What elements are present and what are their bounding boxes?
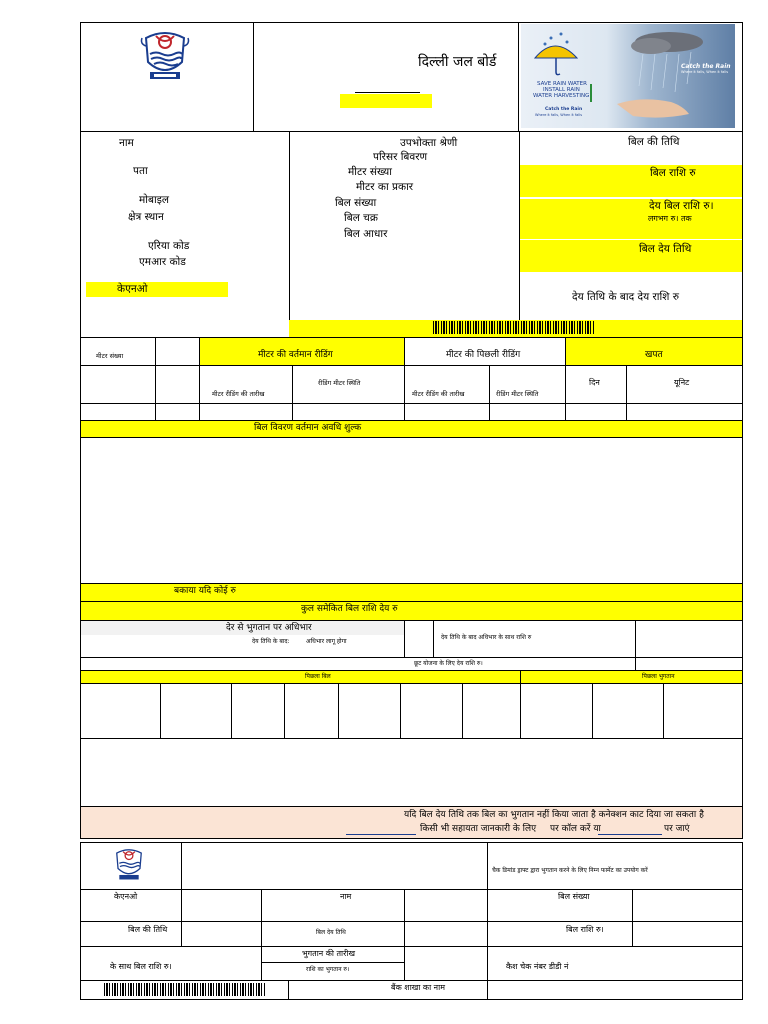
label-meter-type: मीटर का प्रकार <box>356 181 414 193</box>
umbrella-text-3: WATER HARVESTING <box>533 93 590 99</box>
label-meter-number: मीटर संख्या <box>348 166 392 178</box>
label-late-surcharge: देर से भुगतान पर अधिभार <box>226 623 312 633</box>
previous-payments-band <box>521 671 742 683</box>
label-mr-code: एमआर कोड <box>139 256 186 268</box>
label-rebate: छूट योजना के लिए देय राशि रु। <box>414 660 483 667</box>
label-after-due-amount: देय तिथि के बाद देय राशि रु <box>572 291 679 303</box>
umbrella-text-1: SAVE RAIN WATER <box>537 81 587 87</box>
catch-rain-big-sub: Where it falls, When it falls <box>681 70 729 74</box>
stub-label-payment-date: भुगतान की तारीख <box>302 949 356 958</box>
th-units: यूनिट <box>674 378 690 387</box>
stub-label-kno: केएनओ <box>114 892 138 901</box>
kno-highlight <box>86 282 228 297</box>
th-reading-date-current: मीटर रीडिंग की तारीख <box>212 390 265 398</box>
title-underline <box>355 92 420 93</box>
stub-label-bill-date: बिल की तिथि <box>128 925 168 934</box>
stub-label-bank-branch: बैंक शाखा का नाम <box>391 983 445 992</box>
notice-line-2b: पर कॉल करें या <box>550 824 601 834</box>
label-kno: केएनओ <box>117 283 148 295</box>
th-days: दिन <box>589 378 600 387</box>
label-late-sub-a: देय तिथि के बाद: <box>252 638 290 645</box>
umbrella-text-2: INSTALL RAIN <box>543 87 580 93</box>
notice-line-2c: पर जाएं <box>664 824 690 834</box>
label-due-date: बिल देय तिथि <box>639 243 692 255</box>
stub-label-bill-amount: बिल राशि रु। <box>566 925 604 934</box>
th-previous-reading: मीटर की पिछली रीडिंग <box>446 350 521 360</box>
catch-rain-big: Catch the Rain <box>681 63 731 70</box>
stub-label-cheque-info: कैश चेक नंबर डीडी नं <box>506 962 569 971</box>
label-name: नाम <box>119 137 134 149</box>
notice-line-1: यदि बिल देय तिथि तक बिल का भुगतान नहीं किया जाता है कनेक्शन काट दिया जा सकता है <box>404 810 704 820</box>
label-address: पता <box>133 165 148 177</box>
th-reading-date-previous: मीटर रीडिंग की तारीख <box>412 390 465 398</box>
stub-barcode <box>104 983 266 996</box>
label-premises-detail: परिसर बिवरण <box>373 151 428 163</box>
highlight-field <box>340 94 432 108</box>
th-current-reading: मीटर की वर्तमान रीडिंग <box>258 350 333 360</box>
rain-banner <box>521 24 735 128</box>
label-bill-basis: बिल आधार <box>344 228 388 240</box>
djb-logo <box>136 24 194 86</box>
notice-line-2a: किसी भी सहायता जानकारी के लिए <box>420 824 537 834</box>
due-date-box <box>520 240 742 272</box>
th-meter-number: मीटर संख्या <box>96 352 124 360</box>
th-consumption: खपत <box>645 350 663 360</box>
website-blank <box>598 834 662 835</box>
org-title: दिल्ली जल बोर्ड <box>418 54 497 70</box>
stub-label-name: नाम <box>340 892 352 901</box>
total-band <box>81 602 742 620</box>
label-arrears: बकाया यदि कोई रु <box>174 586 236 596</box>
label-bill-cycle: बिल चक्र <box>344 212 378 224</box>
th-reading-status-current: रीडिंग मीटर स्थिति <box>318 379 361 387</box>
label-approx-amount: लगभग रु। तक <box>648 214 692 223</box>
cheque-note: चैक डिमांड ड्राफ्ट द्वारा भुगतान करने के लिए निम्न फार्मेट का उपयोग करें <box>492 867 648 874</box>
label-consumer-category: उपभोक्ता श्रेणी <box>400 137 458 149</box>
label-previous-bills: पिछला बिल <box>305 673 331 680</box>
stub-label-bill-due-date: बिल देय तिथि <box>316 929 346 936</box>
label-area-code: एरिया कोड <box>148 240 190 252</box>
catch-rain-small: Catch the Rain <box>545 107 583 112</box>
label-bill-number: बिल संख्या <box>335 197 377 209</box>
label-bill-date: बिल की तिथि <box>628 136 680 148</box>
label-bill-amount: बिल राशि रु <box>650 167 696 179</box>
stub-label-paid-amount: राशि का भुगतान रु। <box>306 966 350 973</box>
stub-label-with-amount: के साथ बिल राशि रु। <box>110 962 172 971</box>
helpline-blank <box>346 834 416 835</box>
charges-header: बिल विवरण वर्तमान अवधि शुल्क <box>254 423 362 433</box>
djb-logo-stub <box>106 844 152 884</box>
catch-rain-small-sub: Where it falls, When it falls <box>535 113 583 117</box>
previous-bills-band <box>81 671 520 683</box>
label-late-sub-b: अधिभार लागू होगा <box>306 638 347 645</box>
label-area-place: क्षेत्र स्थान <box>128 211 164 223</box>
label-total: कुल समेकित बिल राशि देय रु <box>301 604 398 614</box>
label-payable-amount: देय बिल राशि रु। <box>649 200 714 212</box>
bill-amount-box <box>520 165 742 197</box>
label-mobile: मोबाइल <box>139 194 169 206</box>
th-reading-status-previous: रीडिंग मीटर स्थिति <box>496 390 539 398</box>
bill-barcode <box>433 321 595 334</box>
stub-label-bill-number: बिल संख्या <box>558 892 590 901</box>
label-after-due-surcharge: देय तिथि के बाद अधिभार के साथ राशि रु <box>441 634 532 641</box>
label-previous-payments: पिछला भुगतान <box>642 673 675 680</box>
charges-header-band <box>81 421 742 437</box>
